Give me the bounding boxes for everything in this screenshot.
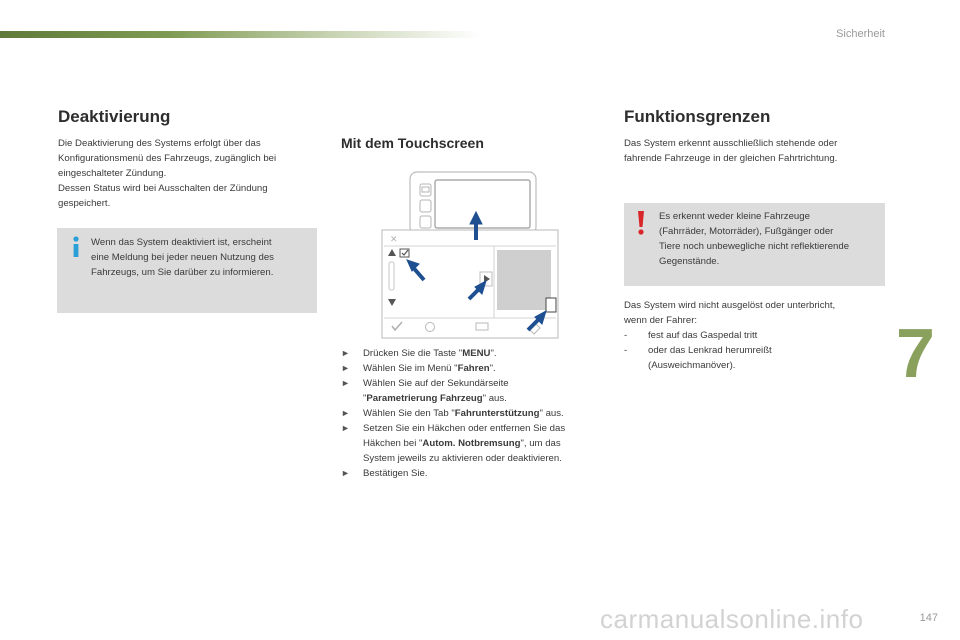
- step-item: ► Setzen Sie ein Häkchen oder entfernen Sie das Häkchen bei "Autom. Notbremsung", um das System jeweils zu aktivieren oder deaktivieren.: [341, 423, 566, 464]
- step-bullet-icon: ►: [341, 468, 350, 478]
- vehicle-settings-icon: [546, 298, 556, 312]
- deaktivierung-body: Die Deaktivierung des Systems erfolgt über das Konfigurationsmenü des Fahrzeugs, zugänglich bei eingeschalteter Zündung. Dessen Status wird bei Ausschalten der Zündung gespeichert.: [58, 138, 277, 209]
- secondary-panel: [497, 250, 551, 310]
- warning-box: [624, 203, 885, 286]
- list-item: - oder das Lenkrad herumreißt (Ausweichmanöver).: [624, 345, 772, 371]
- header-accent-bar: [0, 31, 480, 38]
- instruction-steps: [341, 346, 565, 481]
- heading-funktionsgrenzen: Funktionsgrenzen: [624, 107, 771, 126]
- chapter-number: 7: [896, 314, 935, 392]
- step-bullet-icon: ►: [341, 348, 350, 358]
- step-bullet-icon: ►: [341, 363, 350, 373]
- step-item: ► Wählen Sie den Tab "Fahrunterstützung" aus.: [341, 408, 564, 419]
- heading-deaktivierung: Deaktivierung: [58, 107, 171, 126]
- info-text: Wenn das System deaktiviert ist, erscheint eine Meldung bei jeder neuen Nutzung des Fahrzeugs, um Sie darüber zu informieren.: [91, 237, 274, 278]
- info-box: [57, 228, 317, 313]
- info-icon: [71, 236, 81, 258]
- touchscreen-display: [435, 180, 530, 228]
- funktionsgrenzen-body: Das System erkennt ausschließlich stehende oder fahrende Fahrzeuge in der gleichen Fahrtrichtung.: [624, 138, 838, 164]
- driver-conditions-list: [624, 328, 772, 373]
- step-item: ► Wählen Sie auf der Sekundärseite "Parametrierung Fahrzeug" aus.: [341, 378, 509, 404]
- section-title: Sicherheit: [836, 28, 885, 40]
- watermark: carmanualsonline.info: [600, 604, 864, 634]
- touchscreen-illustration: [380, 168, 570, 340]
- list-item: - fest auf das Gaspedal tritt: [624, 330, 758, 341]
- warning-icon: [637, 211, 645, 235]
- step-item: ► Drücken Sie die Taste "MENU".: [341, 348, 497, 359]
- funktionsgrenzen-body2: Das System wird nicht ausgelöst oder unterbricht, wenn der Fahrer:: [624, 300, 836, 326]
- step-bullet-icon: ►: [341, 408, 350, 418]
- step-bullet-icon: ►: [341, 423, 350, 433]
- step-item: ► Wählen Sie im Menü "Fahren".: [341, 363, 496, 374]
- page-number: 147: [919, 612, 938, 624]
- step-bullet-icon: ►: [341, 378, 350, 388]
- step-item: ► Bestätigen Sie.: [341, 468, 428, 479]
- warning-text: Es erkennt weder kleine Fahrzeuge (Fahrräder, Motorräder), Fußgänger oder Tiere noch unbewegliche nicht reflektierende Gegenstände.: [659, 211, 850, 267]
- heading-touchscreen: Mit dem Touchscreen: [341, 135, 484, 151]
- close-icon: ✕: [390, 234, 398, 244]
